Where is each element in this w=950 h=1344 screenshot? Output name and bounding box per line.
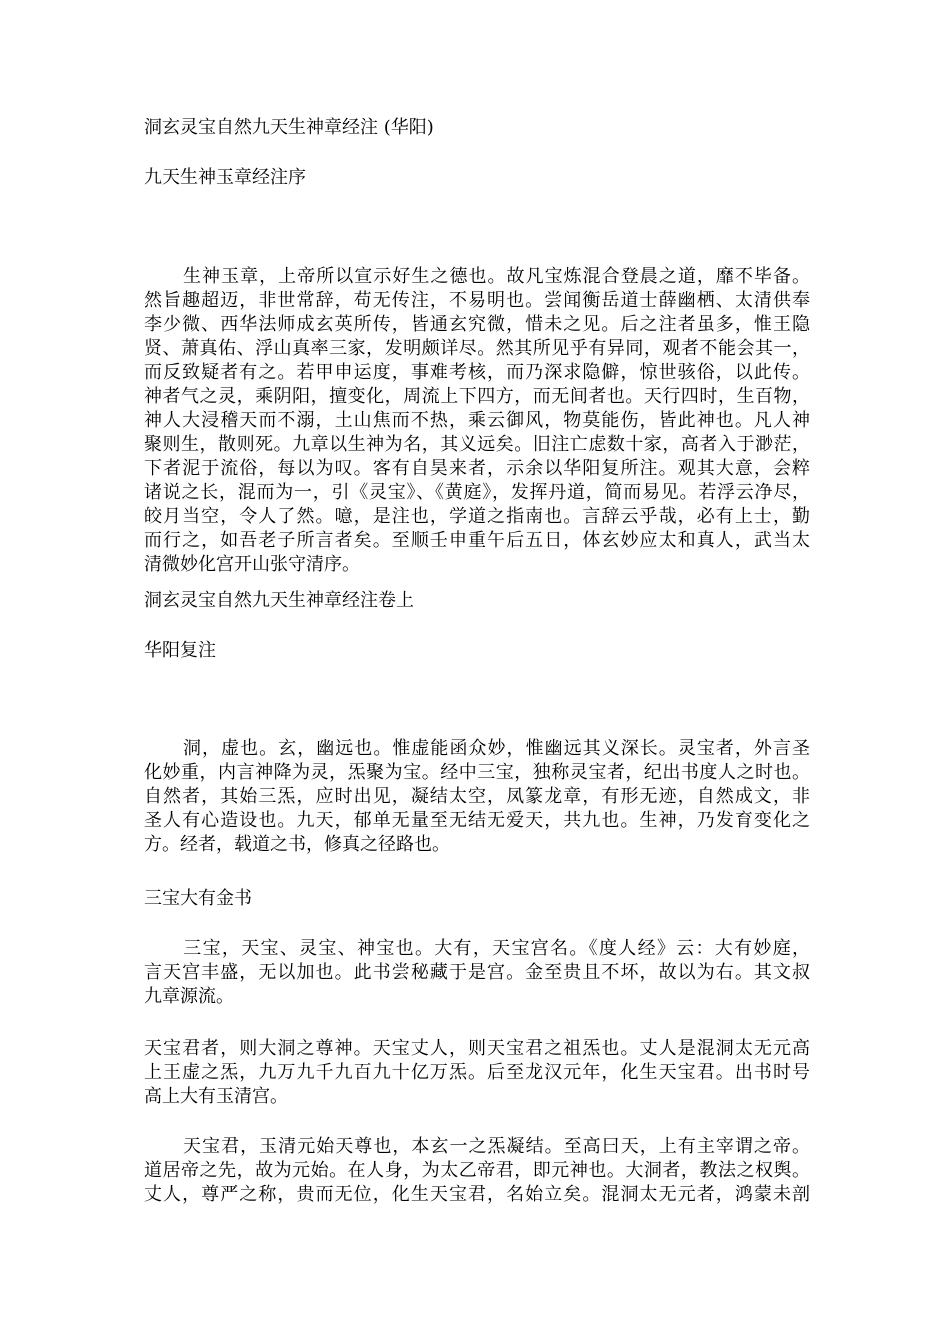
preface-line: 神者气之灵，乘阴阳，擅变化，周流上下四方，而无间者也。天行四时，生百物， [144, 386, 810, 407]
final-comment-line: 天宝君，玉清元始天尊也，本玄一之炁凝结。至高曰天，上有主宰谓之帝。 [182, 1136, 810, 1157]
preface-line: 而行之，如吾老子所言者矣。至顺壬申重午后五日，体玄妙应太和真人，武当太 [144, 530, 810, 551]
volume-heading: 洞玄灵宝自然九天生神章经注卷上 [144, 590, 414, 611]
section-comment-paragraph [144, 938, 810, 1010]
preface-line: 神人大浸稽天而不溺，土山焦而不热，乘云御风，物莫能伤，皆此神也。凡人神 [144, 410, 810, 431]
preface-heading: 九天生神玉章经注序 [144, 167, 306, 188]
preface-line: 聚则生，散则死。九章以生神为名，其义远矣。旧注亡虑数十家，高者入于渺茫， [144, 434, 810, 455]
intro-paragraph [144, 738, 810, 858]
intro-line: 方。经者，载道之书，修真之径路也。 [144, 834, 450, 855]
scripture-line: 上王虚之炁，九万九千九百九十亿万炁。后至龙汉元年，化生天宝君。出书时号 [144, 1062, 810, 1083]
preface-line: 下者泥于流俗，每以为叹。客有自昊来者，示余以华阳复所注。观其大意，会粹 [144, 458, 810, 479]
preface-line: 然旨趣超迈，非世常辞，苟无传注，不易明也。尝闻衡岳道士薛幽栖、太清供奉 [144, 290, 810, 311]
preface-line: 而反致疑者有之。若甲申运度，事难考核，而乃深求隐僻，惊世骇俗，以此传。 [144, 362, 810, 383]
document-title: 洞玄灵宝自然九天生神章经注 (华阳) [144, 117, 434, 138]
annotator-line: 华阳复注 [144, 640, 216, 661]
preface-line: 清微妙化宫开山张守清序。 [144, 554, 360, 575]
preface-line: 皎月当空，令人了然。噫，是注也，学道之指南也。言辞云乎哉，必有上士，勤 [144, 506, 810, 527]
preface-paragraph [144, 266, 810, 578]
scripture-line: 高上大有玉清宫。 [144, 1086, 288, 1107]
intro-line: 洞，虚也。玄，幽远也。惟虚能函众妙，惟幽远其义深长。灵宝者，外言圣 [182, 738, 810, 759]
final-comment-line: 道居帝之先，故为元始。在人身，为太乙帝君，即元神也。大洞者，教法之权舆。 [144, 1160, 810, 1181]
scripture-line: 天宝君者，则大洞之尊神。天宝丈人，则天宝君之祖炁也。丈人是混洞太无元高 [144, 1038, 810, 1059]
preface-line: 诸说之长，混而为一，引《灵宝》、《黄庭》，发挥丹道，简而易见。若浮云净尽， [144, 482, 810, 503]
final-comment-line: 丈人，尊严之称，贵而无位，化生天宝君，名始立矣。混洞太无元者，鸿蒙未剖 [144, 1184, 810, 1205]
preface-line: 李少微、西华法师成玄英所传，皆通玄究微，惜未之见。后之注者虽多，惟王隐 [144, 314, 810, 335]
intro-line: 化妙重，内言神降为灵，炁聚为宝。经中三宝，独称灵宝者，纪出书度人之时也。 [144, 762, 810, 783]
section-heading: 三宝大有金书 [144, 888, 252, 909]
section-comment-line: 九章源流。 [144, 986, 234, 1007]
scripture-paragraph [144, 1038, 810, 1110]
section-comment-line: 三宝，天宝、灵宝、神宝也。大有，天宝宫名。《度人经》云：大有妙庭， [182, 938, 810, 959]
intro-line: 圣人有心造设也。九天，郁单无量至无结无爱天，共九也。生神，乃发育变化之 [144, 810, 810, 831]
section-comment-line: 言天宫丰盛，无以加也。此书尝秘藏于是宫。金至贵且不坏，故以为右。其文叔 [144, 962, 810, 983]
final-comment-paragraph [144, 1136, 810, 1208]
preface-line: 贤、萧真佑、浮山真率三家，发明颇详尽。然其所见乎有异同，观者不能会其一， [144, 338, 810, 359]
intro-line: 自然者，其始三炁，应时出见，凝结太空，凤篆龙章，有形无迹，自然成文，非 [144, 786, 810, 807]
preface-line: 生神玉章，上帝所以宣示好生之德也。故凡宝炼混合登晨之道，靡不毕备。 [182, 266, 810, 287]
